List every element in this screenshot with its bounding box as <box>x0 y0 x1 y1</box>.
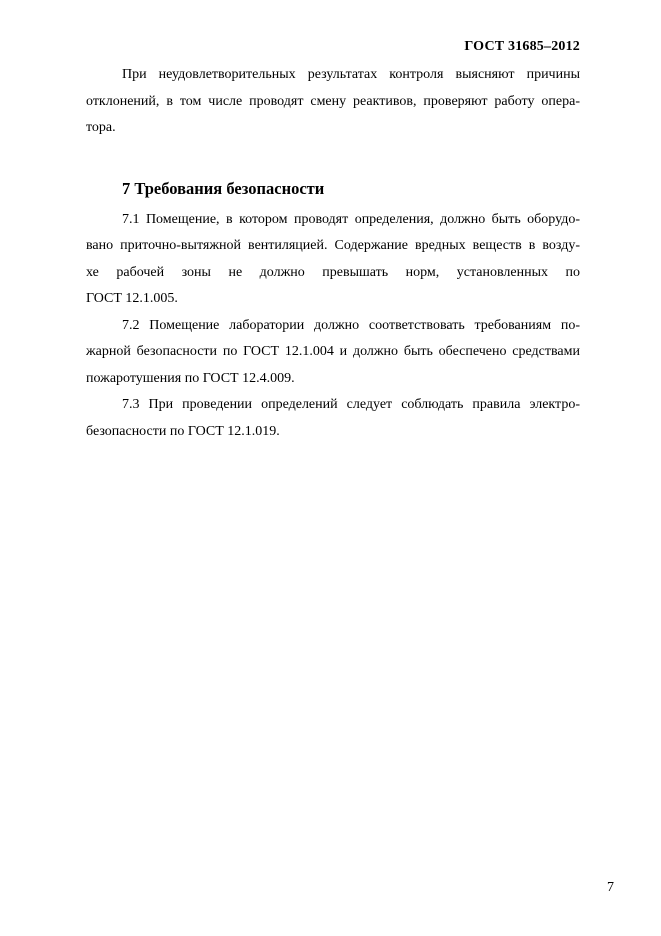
paragraph-line: 7.3 При проведении определений следует соблюдать правила электро- <box>122 397 580 412</box>
document-standard-number: ГОСТ 31685–2012 <box>464 39 580 54</box>
paragraph-line: пожаротушения по ГОСТ 12.4.009. <box>86 370 295 386</box>
clause-7-1 <box>86 207 580 313</box>
section-heading: 7 Требования безопасности <box>122 178 325 198</box>
clause-7-3 <box>86 392 580 445</box>
paragraph-line: хе рабочей зоны не должно превышать норм, установленных по <box>86 264 580 280</box>
paragraph-line: отклонений, в том числе проводят смену реактивов, проверяют работу опера- <box>86 93 580 109</box>
paragraph-line: жарной безопасности по ГОСТ 12.1.004 и должно быть обеспечено средствами <box>86 344 580 359</box>
page-number: 7 <box>607 880 614 895</box>
clause-7-2 <box>86 313 580 393</box>
paragraph-line: вано приточно-вытяжной вентиляцией. Содержание вредных веществ в возду- <box>86 238 580 253</box>
paragraph-line: тора. <box>86 120 116 135</box>
intro-paragraph <box>86 62 580 142</box>
paragraph-line: 7.1 Помещение, в котором проводят определения, должно быть оборудо- <box>122 211 580 227</box>
paragraph-line: безопасности по ГОСТ 12.1.019. <box>86 423 280 439</box>
paragraph-line: ГОСТ 12.1.005. <box>86 291 178 306</box>
paragraph-line: При неудовлетворительных результатах контроля выясняют причины <box>122 67 580 82</box>
page-content <box>86 62 580 445</box>
paragraph-line: 7.2 Помещение лаборатории должно соответствовать требованиям по- <box>122 317 580 333</box>
